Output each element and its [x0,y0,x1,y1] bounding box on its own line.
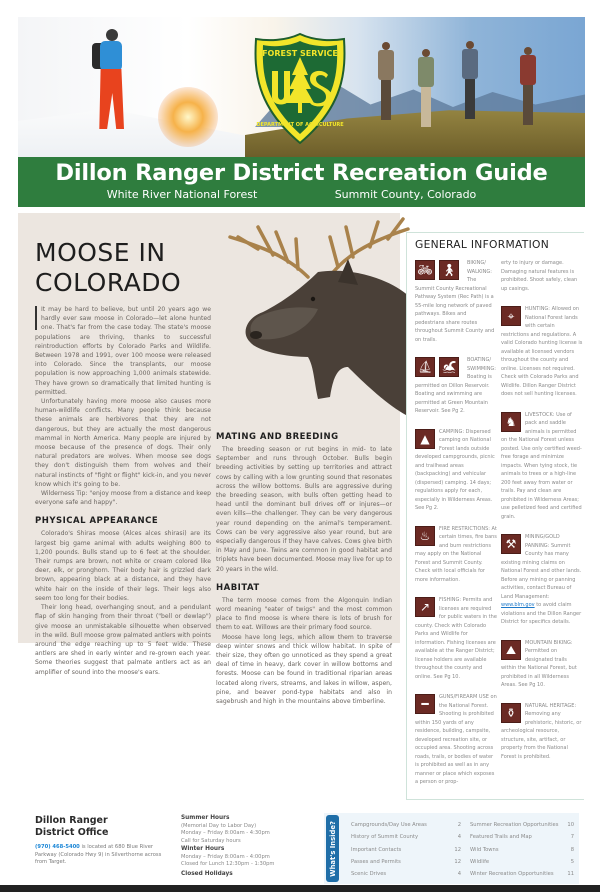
title-band [18,157,585,207]
snow-slope [18,97,278,157]
whats-inside-tab: What's Inside? [326,815,339,882]
office-info [35,815,170,867]
rifle-icon: ━ [415,694,435,714]
info-boating-swimming: ⛵︎ 🏊︎ BOATING/ SWIMMING: Boating is permitted on Dillon Reservoir. Boating and swimming are permitted at Green Mountain Reservoir. See Pg 2. [415,357,496,414]
toc-item[interactable]: Passes and Permits 12 [351,858,461,865]
summer-hours-heading: Summer Hours [181,815,230,821]
snowshoer-figure [80,29,140,144]
toc-item[interactable]: Summer Recreation Opportunities 10 [470,822,574,828]
info-biking-walking: 🚲︎ 🚶︎ BIKING/ WALKING: The Summit County Recreational Pathway System (Rec Path) is a 55-mile long network of paved pathways. Bikes and pedestrians share routes throughout Summit County and on trails. [415,260,495,343]
toc-right [470,819,574,880]
article-column-1 [35,305,211,677]
summer-saturday-note: Call for Saturday hours [181,837,241,844]
toc-item[interactable]: Campgrounds/Day Use Areas 2 [351,822,461,828]
article-headline: MOOSE IN COLORADO [35,238,182,297]
artifact-icon: ⚱ [501,703,521,723]
info-hunting: ⌖ HUNTING: Allowed on National Forest lands with certain restrictions and regulations. A valid Colorado hunting license is available at licensed vendors throughout the county and online. Licenses not required. Check with Colorado Parks and Wildlife. Dillon Ranger District does not sell hunting licenses. [501,306,583,397]
habitat-paragraph-2: Moose have long legs, which allow them to traverse deep winter snows and thick willow habitat. In spite of their size, they often go unnoticed as they spend a great deal of time in heavy, dark cover in willow bottoms and forests. Moose can be found in traditional riparian areas located along rivers, streams, and lakes in willow, aspen, pine, and beaver pond-type habitats and also in sagebrush and high in the mountains above timberline. [216,633,392,706]
guide-title: Dillon Ranger District Recreation Guide [55,160,548,186]
general-information-panel [406,232,584,800]
usfs-shield-logo [250,31,350,146]
winter-hours-heading: Winter Hours [181,846,225,852]
physical-paragraph-1: Colorado's Shiras moose (Alces alces shirasi) are its largest big game animal with adults weighing 800 to 1,200 pounds. Bulls stand up to 6 feet at the shoulder. Their rumps are brown, not white or cream colored like deer, elk, or pronghorn. Their body hair is grizzled dark brown, appearing black at a distance, and they have white hair on the inside of their legs. Their legs also seem too long for their bodies. [35,530,211,602]
info-guns-firearms: ━ GUNS/FIREARM USE on the National Forest. Shooting is prohibited within 150 yards of any residence, building, campsite, developed recreation site, or occupied area. Shooting across roads, trails, or bodies of water is prohibited as well as in any manner or place which exposes a person or prop- [415,694,497,785]
toc-item[interactable]: Wildlife 5 [470,858,574,865]
closed-holidays: Closed Holidays [181,870,233,877]
wilderness-tip: Wilderness Tip: "enjoy moose from a distance and keep everyone safe and happy". [35,490,211,507]
svg-text:FOREST SERVICE: FOREST SERVICE [262,49,338,58]
general-information-title: GENERAL INFORMATION [415,238,550,251]
habitat-paragraph-1: The term moose comes from the Algonquin Indian word meaning "eater of twigs" and the most common place to find moose is where there is lots of brush for them to eat. Willows are their primary food source. [216,596,392,632]
footer [18,805,585,892]
winter-weekday-hours: Monday – Friday 8:00am - 4:00pm [181,853,270,860]
blm-website-link[interactable]: www.blm.gov [501,602,535,608]
summer-range: (Memorial Day to Labor Day) [181,822,257,829]
page-bottom-border [0,885,600,892]
hunter-icon: ⌖ [501,306,521,326]
svg-text:DEPARTMENT OF AGRICULTURE: DEPARTMENT OF AGRICULTURE [256,122,344,128]
toc-item[interactable]: Winter Recreation Opportunities 11 [470,871,574,878]
fishing-icon: ↗ [415,597,435,617]
hero-banner-image [18,17,585,157]
physical-appearance-heading: PHYSICAL APPEARANCE [35,516,159,527]
pickaxe-icon: ⚒ [501,534,521,554]
office-address: (970) 468-5400 is located at 680 Blue River Parkway (Colorado Hwy 9) in Silverthorne across from Target. [35,844,162,865]
info-camping: ▲ CAMPING: Dispersed camping on National Forest lands outside developed campgrounds, picnic and trailhead areas (backpacking) and vehicular (dispersed) camping. 14 days; regulations apply for each, especially in Wilderness Areas. See Pg 2. [415,428,495,511]
info-natural-heritage: ⚱ NATURAL HERITAGE: Removing any prehistoric, historic, or archeological resource, structure, site, artifact, or property from the National Forest is prohibited. [501,702,582,760]
summer-weekday-hours: Monday – Friday 8:00am - 4:30pm [181,830,270,836]
recreation-guide-page [18,17,585,892]
toc-item[interactable]: Scenic Drives 4 [351,871,461,878]
mountain-bike-icon: ⛰ [501,640,521,660]
hiker-icon: 🚶︎ [439,260,459,280]
toc-left [351,819,461,880]
physical-paragraph-2: Their long head, overhanging snout, and a pendulant flap of skin hanging from their throat ("bell or dewlap") give moose an unmistakable silhouette when observed in the wild. Bull moose grow palmated antlers with points around the edge reaching up to 5 feet wide. These antlers are shed in early winter and re-grown each year. Some theories suggest that palmate antlers act as an amplifier of sound into the moose's ears. [35,604,211,676]
general-info-right-column [501,259,583,773]
toc-item[interactable]: Wild Towns 8 [470,846,574,853]
toc-item[interactable]: Featured Trails and Map 7 [470,834,574,841]
sun-flare [158,87,218,147]
general-info-left-column [415,259,497,799]
tent-icon: ▲ [415,429,435,449]
article-column-2 [216,431,392,706]
winter-lunch-closure: Closed for Lunch 12:30pm - 1:30pm [181,861,275,867]
info-mountain-biking: ⛰ MOUNTAIN BIKING: Permitted on designated trails within the National Forest, but prohibited in all Wilderness Areas. See Pg 10. [501,639,577,688]
toc-item[interactable]: History of Summit County 4 [351,834,461,841]
county-name: Summit County, Colorado [334,188,477,201]
intro-paragraph-1: It may be hard to believe, but until 20 years ago we hardly ever saw moose in Colorado—let alone hunted one. That's far from the case today. The state's moose populations are thriving, thanks to successful reintroduction efforts by Colorado Parks and Wildlife. Between 1978 and 1991, over 100 moose were released into Colorado. Since the transplants, our moose population is now approaching 1,000 animals statewide. They have grown so dramatically that limited hunting is permitted. [35,306,211,396]
office-name: Dillon Ranger District Office [35,815,109,838]
hikers-group [370,37,570,137]
mating-heading: MATING AND BREEDING [216,432,339,442]
office-phone[interactable]: (970) 468-5400 [35,844,80,850]
toc-item[interactable]: Important Contacts 12 [351,846,461,853]
info-fishing: ↗ FISHING: Permits and licenses are required for public waters in the county. Check with Colorado Parks and Wildlife for information. Fishing licenses are available at the Ranger District; license holders are available throughout the county and online. See Pg 10. [415,597,497,680]
moose-head-image [218,217,410,417]
bicycle-icon: 🚲︎ [415,260,435,280]
info-livestock: ♞ LIVESTOCK: Use of pack and saddle animals is permitted on the National Forest unless posted. Use only certified weed-free forage and minimize impacts. When tying stock, tie animals to trees or a high-line 200 feet away from water or trails. Pay and clean are prohibited in Wilderness Areas; use pelletized feed and certified grain. [501,411,582,520]
campfire-icon: ♨ [415,526,435,546]
whats-inside-box [324,813,579,884]
boat-icon: ⛵︎ [415,357,435,377]
mating-paragraph: The breeding season or rut begins in mid- to late September and runs through October. Bulls begin breeding activities by setting up territories and attract cows by calling with a low grunting sound that resonates across the willow bottoms. Bulls are aggressive during the breeding season, with bulls often getting head to head until the dominant bull drives off or injures—or even kills—the challenger. They can be very dangerous year round depending on the animal's temperament. Cows can be very aggressive also year round, but are especially dangerous if they have calves. Cows give birth in May and June. Twins are common in good habitat and triplets have been documented. Moose may live for up to 20 years in the wild. [216,446,392,573]
info-fire-restrictions: ♨ FIRE RESTRICTIONS: At certain times, fire bans and burn restrictions may apply on the National Forest and Summit County. Check with local officials for more information. [415,525,497,583]
forest-name: White River National Forest [106,188,258,201]
office-hours [181,815,311,878]
habitat-heading: HABITAT [216,582,260,593]
info-mining-gold-panning: ⚒ MINING/GOLD PANNING: Summit County has many existing mining claims on National Forest and other lands. Before any mining or panning activities, contact Bureau of Land Management: www.blm.gov to avoid claim violations and the Dillon Ranger District for specifics details. [501,534,582,625]
horse-icon: ♞ [501,412,521,432]
intro-paragraph-2: Unfortunately having more moose also causes more human-wildlife conflicts. Many people think because these animals are herbivores that they are not dangerous, but they are actually the most dangerous mammal in North America. Many people are injured by moose because of the presence of dogs. Their only natural predators are wolves. When moose see dogs they don't distinguish them from wolves and their natural instincts of "fight or flight" kick-in, and you never know which it's going to be. [35,398,211,488]
swimmer-icon: 🏊︎ [439,357,459,377]
info-guns-continued: erty to injury or damage. Damaging natural features is prohibited. Shoot safely, clean up casings. [501,260,578,292]
